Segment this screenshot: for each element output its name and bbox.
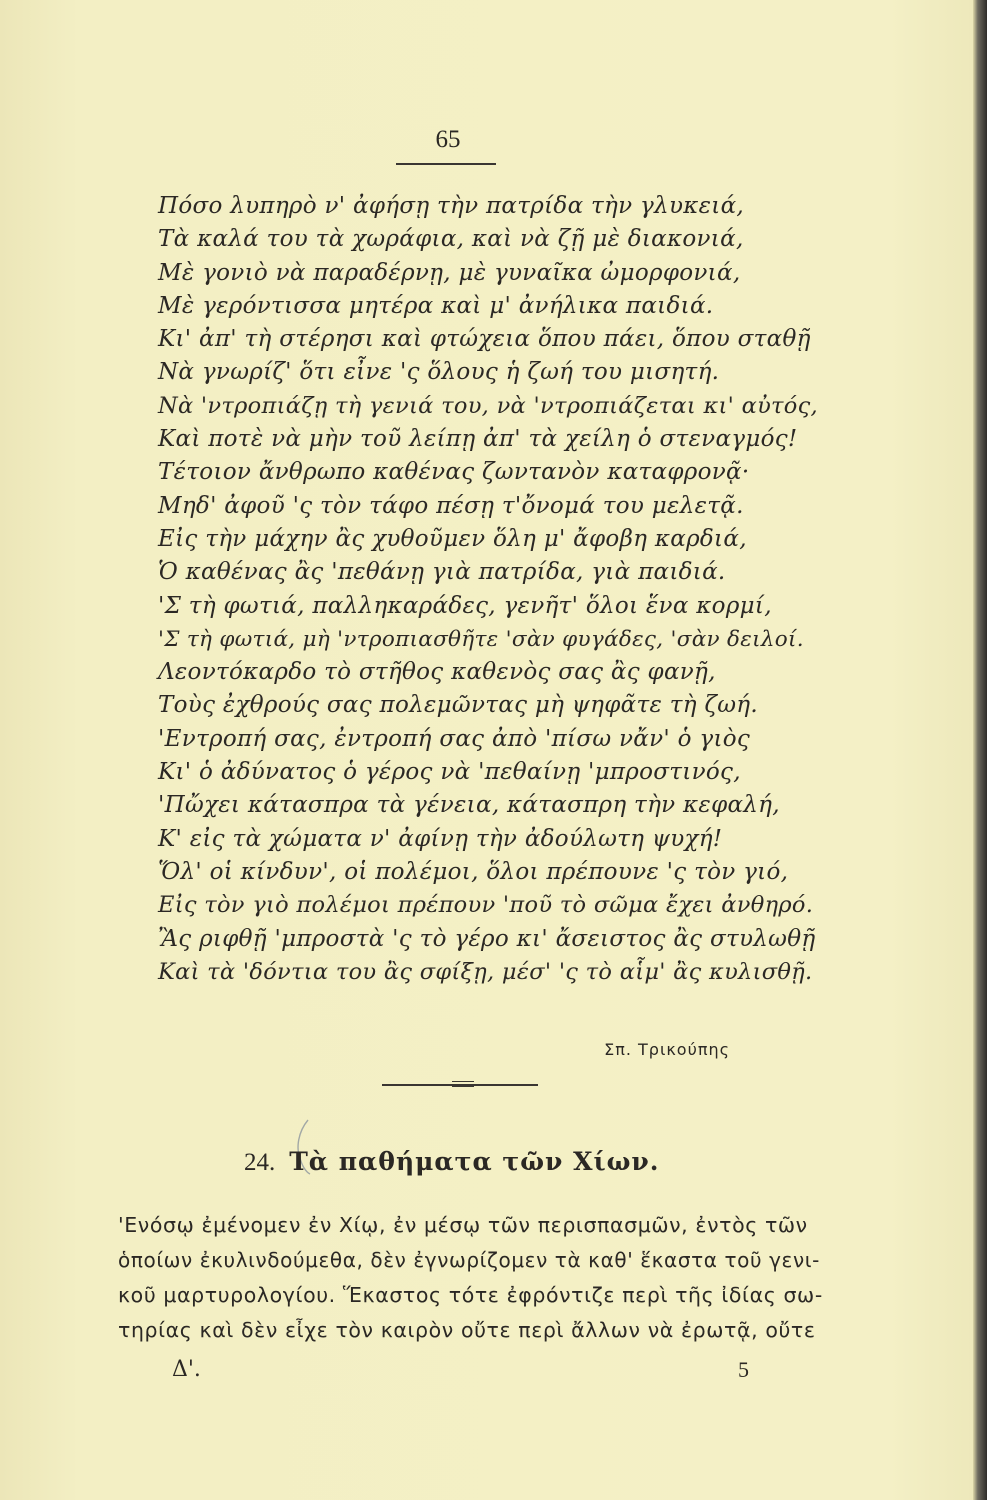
- poem-line: Πόσο λυπηρὸ ν' ἀφήσῃ τὴν πατρίδα τὴν γλυκειά,: [158, 193, 745, 219]
- poem-line: Τοὺς ἐχθρούς σας πολεμῶντας μὴ ψηφᾶτε τὴ ζωή.: [158, 692, 758, 719]
- poem-line: Κι' ὁ ἀδύνατος ὁ γέρος νὰ 'πεθαίνῃ 'μπροστινός,: [158, 759, 741, 786]
- poem-line: Εἰς τὸν γιὸ πολέμοι πρέπουν 'ποῦ τὸ σῶμα ἔχει ἀνθηρό.: [158, 892, 814, 919]
- poem-line: Μηδ' ἀφοῦ 'ς τὸν τάφο πέσῃ τ'ὄνομά του μελετᾷ.: [158, 492, 744, 519]
- prose-paragraph: [118, 1208, 830, 1348]
- sheet-number: 5: [738, 1357, 749, 1382]
- poem-line: Νὰ γνωρίζ' ὅτι εἶνε 'ς ὅλους ἡ ζωή του μισητή.: [158, 359, 720, 386]
- prose-line: κοῦ μαρτυρολογίου. Ἕκαστος τότε ἐφρόντιζε περὶ τῆς ἰδίας σω-: [118, 1283, 823, 1307]
- poem-line: 'Πὤχει κάτασπρα τὰ γένεια, κάτασπρη τὴν κεφαλή,: [158, 792, 780, 819]
- poem-line: 'Σ τὴ φωτιά, μὴ 'ντροπιασθῆτε 'σὰν φυγάδες, 'σὰν δειλοί.: [158, 626, 804, 652]
- poem-line: Νὰ 'ντροπιάζῃ τὴ γενιά του, νὰ 'ντροπιάζεται κι' αὐτός,: [158, 392, 819, 419]
- prose-line: τηρίας καὶ δὲν εἶχε τὸν καιρὸν οὔτε περὶ ἄλλων νὰ ἐρωτᾷ, οὔτε: [118, 1318, 816, 1342]
- section-separator-ornament: [452, 1081, 474, 1087]
- poem-line: Καὶ ποτὲ νὰ μὴν τοῦ λείπῃ ἀπ' τὰ χείλη ὁ στεναγμός!: [158, 426, 798, 453]
- poem-line: Μὲ γονιὸ νὰ παραδέρνῃ, μὲ γυναῖκα ὠμορφονιά,: [158, 259, 741, 286]
- prose-line: 'Ενόσῳ ἐμένομεν ἐν Χίῳ, ἐν μέσῳ τῶν περισπασμῶν, ἐντὸς τῶν: [118, 1213, 808, 1237]
- page-number: 65: [435, 126, 461, 153]
- section-heading: [244, 1147, 684, 1177]
- poem-line: Καὶ τὰ 'δόντια του ἂς σφίξῃ, μέσ' 'ς τὸ αἷμ' ἂς κυλισθῇ.: [158, 958, 813, 985]
- poem-line: Εἰς τὴν μάχην ἂς χυθοῦμεν ὅλη μ' ἄφοβη καρδιά,: [158, 525, 747, 552]
- poem-line: 'Σ τὴ φωτιά, παλληκαράδες, γενῆτ' ὅλοι ἕνα κορμί,: [158, 592, 772, 619]
- poem-line: 'Εντροπή σας, ἐντροπή σας ἀπὸ 'πίσω νἄν' ὁ γιὸς: [158, 725, 751, 752]
- poem-line: Λεοντόκαρδο τὸ στῆθος καθενὸς σας ἂς φανῇ,: [158, 659, 716, 686]
- printer-signature-mark: Δ'.: [172, 1357, 201, 1382]
- section-number: 24.: [244, 1149, 276, 1176]
- poem-line: Ἂς ριφθῇ 'μπροστὰ 'ς τὸ γέρο κι' ἄσειστος ἂς στυλωθῇ: [158, 925, 816, 952]
- poem-line: Μὲ γερόντισσα μητέρα καὶ μ' ἀνήλικα παιδιά.: [158, 292, 714, 319]
- poem-author: Σπ. Τρικούπης: [604, 1040, 730, 1059]
- poem-line: Κι' ἀπ' τὴ στέρησι καὶ φτώχεια ὅπου πάει, ὅπου σταθῇ: [158, 326, 811, 353]
- section-title: Τὰ παθήματα τῶν Χίων.: [289, 1147, 660, 1176]
- poem-line: Τὰ καλά του τὰ χωράφια, καὶ νὰ ζῇ μὲ διακονιά,: [158, 226, 744, 253]
- poem-line: Κ' εἰς τὰ χώματα ν' ἀφίνῃ τὴν ἀδούλωτη ψυχή!: [158, 825, 723, 852]
- page-edge-shadow: [973, 0, 987, 1500]
- poem-line: Ὁ καθένας ἂς 'πεθάνῃ γιὰ πατρίδα, γιὰ παιδιά.: [158, 559, 726, 586]
- page-number-rule: [396, 163, 496, 165]
- poem-line: Τέτοιον ἄνθρωπο καθένας ζωντανὸν καταφρονᾷ·: [158, 459, 750, 486]
- poem: [158, 190, 818, 989]
- prose-line: ὁποίων ἐκυλινδούμεθα, δὲν ἐγνωρίζομεν τὰ καθ' ἕκαστα τοῦ γενι-: [118, 1248, 820, 1272]
- poem-line: Ὅλ' οἱ κίνδυν', οἱ πολέμοι, ὅλοι πρέπουνε 'ς τὸν γιό,: [158, 858, 789, 885]
